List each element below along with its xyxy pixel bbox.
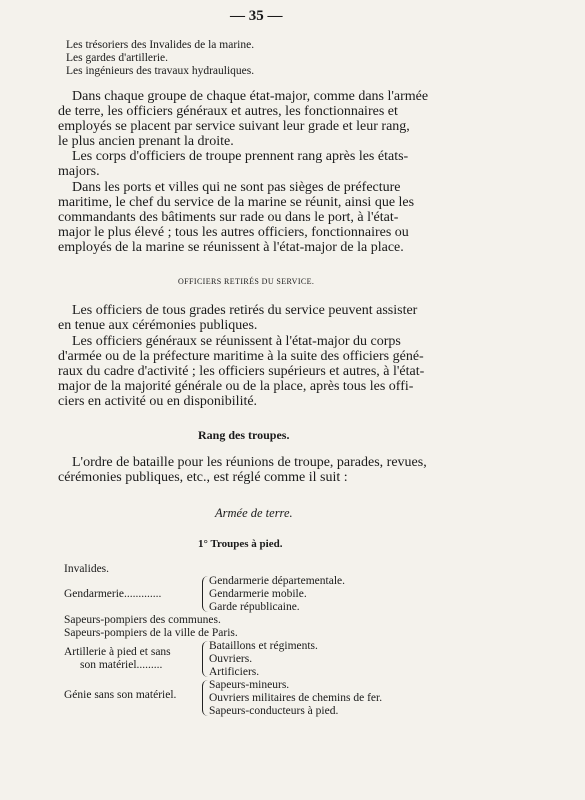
paragraph-line: ciers en activité ou en disponibilité.: [58, 394, 258, 409]
list-item-invalides: Invalides.: [64, 563, 110, 575]
section-heading-rang: Rang des troupes.: [198, 428, 290, 442]
list-subitem: Ouvriers militaires de chemins de fer.: [209, 692, 383, 704]
paragraph-line: employés de la marine se réunissent à l'état-major de la place.: [58, 240, 404, 255]
section-heading-armee: Armée de terre.: [215, 506, 293, 520]
top-list-item: Les trésoriers des Invalides de la marine.: [66, 39, 255, 51]
paragraph-line: raux du cadre d'activité ; les officiers supérieurs et autres, à l'état-: [58, 364, 425, 379]
top-list-item: Les ingénieurs des travaux hydrauliques.: [66, 65, 255, 77]
brace-genie: [202, 680, 208, 716]
list-label-artillerie: Artillerie à pied et sans: [64, 646, 171, 658]
list-subitem: Ouvriers.: [209, 653, 253, 665]
paragraph-line: Les corps d'officiers de troupe prennent rang après les états-: [72, 149, 409, 164]
paragraph-line: L'ordre de bataille pour les réunions de troupe, parades, revues,: [72, 455, 427, 470]
paragraph-line: maritime, le chef du service de la marine se réunit, ainsi que les: [58, 195, 415, 210]
list-item-sapeurs-communes: Sapeurs-pompiers des communes.: [64, 614, 221, 626]
list-label-gendarmerie: Gendarmerie.............: [64, 588, 162, 600]
paragraph-line: en tenue aux cérémonies publiques.: [58, 318, 258, 333]
list-subitem: Artificiers.: [209, 666, 260, 678]
paragraph-line: major de la majorité générale ou de la place, après tous les offi-: [58, 379, 414, 394]
list-subitem: Garde républicaine.: [209, 601, 300, 613]
paragraph-line: de terre, les officiers généraux et autres, les fonctionnaires et: [58, 104, 398, 119]
list-label-genie: Génie sans son matériel.: [64, 689, 177, 701]
top-list-item: Les gardes d'artillerie.: [66, 52, 169, 64]
list-subitem: Sapeurs-mineurs.: [209, 679, 290, 691]
section-heading-pied: 1° Troupes à pied.: [198, 538, 283, 550]
paragraph-line: major le plus élevé ; tous les autres officiers, fonctionnaires ou: [58, 225, 409, 240]
section-heading-retired: OFFICIERS RETIRÉS DU SERVICE.: [178, 277, 315, 286]
brace-artillerie: [202, 641, 208, 677]
list-subitem: Sapeurs-conducteurs à pied.: [209, 705, 339, 717]
paragraph-line: employés se placent par service suivant leur grade et leur rang,: [58, 119, 410, 134]
list-label-artillerie-cont: son matériel.........: [80, 659, 163, 671]
paragraph-line: Dans les ports et villes qui ne sont pas sièges de préfecture: [72, 180, 401, 195]
brace-gendarmerie: [202, 576, 208, 612]
paragraph-line: d'armée ou de la préfecture maritime à la suite des officiers géné-: [58, 349, 424, 364]
list-subitem: Gendarmerie départementale.: [209, 575, 346, 587]
list-item-sapeurs-paris: Sapeurs-pompiers de la ville de Paris.: [64, 627, 238, 639]
list-subitem: Bataillons et régiments.: [209, 640, 318, 652]
paragraph-line: Les officiers généraux se réunissent à l'état-major du corps: [72, 334, 401, 349]
paragraph-line: Dans chaque groupe de chaque état-major, comme dans l'armée: [72, 89, 429, 104]
list-subitem: Gendarmerie mobile.: [209, 588, 307, 600]
paragraph-line: le plus ancien prenant la droite.: [58, 134, 234, 149]
paragraph-line: majors.: [58, 164, 100, 179]
page-number: — 35 —: [230, 8, 283, 24]
paragraph-line: commandants des bâtiments sur rade ou dans le port, à l'état-: [58, 210, 399, 225]
paragraph-line: cérémonies publiques, etc., est réglé comme il suit :: [58, 470, 348, 485]
paragraph-line: Les officiers de tous grades retirés du service peuvent assister: [72, 303, 418, 318]
